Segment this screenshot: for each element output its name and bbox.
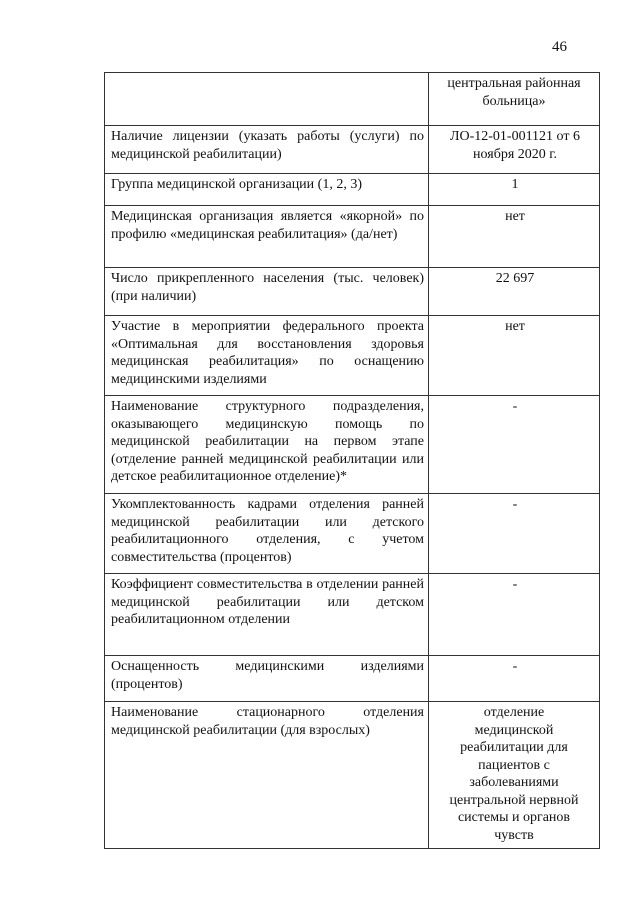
table-row [105, 268, 600, 316]
row-value-cell: 1 [429, 174, 600, 206]
row-value-cell: ЛО-12-01-001121 от 6 ноября 2020 г. [429, 126, 600, 174]
table-row [105, 206, 600, 268]
row-value-cell: - [429, 656, 600, 702]
row-value-cell: нет [429, 206, 600, 268]
table-row [105, 126, 600, 174]
row-label-cell: Наличие лицензии (указать работы (услуги) по медицинской реабилитации) [105, 126, 429, 174]
table-row [105, 73, 600, 126]
table-row [105, 494, 600, 574]
row-label-cell [105, 73, 429, 126]
row-value-cell: - [429, 574, 600, 656]
row-label-cell: Число прикрепленного населения (тыс. человек) (при наличии) [105, 268, 429, 316]
medical-organization-table [104, 72, 600, 849]
row-label-cell: Укомплектованность кадрами отделения ранней медицинской реабилитации или детского реабилитационного отделения, с учетом совместительства (процентов) [105, 494, 429, 574]
row-label-cell: Коэффициент совместительства в отделении ранней медицинской реабилитации или детском реабилитационном отделении [105, 574, 429, 656]
row-label-cell: Медицинская организация является «якорной» по профилю «медицинская реабилитация» (да/нет) [105, 206, 429, 268]
row-value-cell: - [429, 494, 600, 574]
row-label-cell: Наименование стационарного отделения медицинской реабилитации (для взрослых) [105, 702, 429, 849]
table-row [105, 316, 600, 396]
row-value-cell: нет [429, 316, 600, 396]
row-label-cell: Оснащенность медицинскими изделиями (процентов) [105, 656, 429, 702]
row-label-cell: Участие в мероприятии федерального проекта «Оптимальная для восстановления здоровья медицинская реабилитация» по оснащению медицинскими изделиями [105, 316, 429, 396]
row-value-cell: отделение медицинской реабилитации для пациентов с заболеваниями центральной нервной системы и органов чувств [429, 702, 600, 849]
page-number: 46 [552, 39, 567, 55]
row-value-cell: центральная районная больница» [429, 73, 600, 126]
row-value-cell: 22 697 [429, 268, 600, 316]
table-row [105, 702, 600, 849]
table-row [105, 574, 600, 656]
table-row [105, 174, 600, 206]
table-row [105, 396, 600, 494]
table-row [105, 656, 600, 702]
row-label-cell: Наименование структурного подразделения, оказывающего медицинскую помощь по медицинской реабилитации на первом этапе (отделение ранней медицинской реабилитации или детское реабилитационное отделение)* [105, 396, 429, 494]
row-label-cell: Группа медицинской организации (1, 2, 3) [105, 174, 429, 206]
row-value-cell: - [429, 396, 600, 494]
